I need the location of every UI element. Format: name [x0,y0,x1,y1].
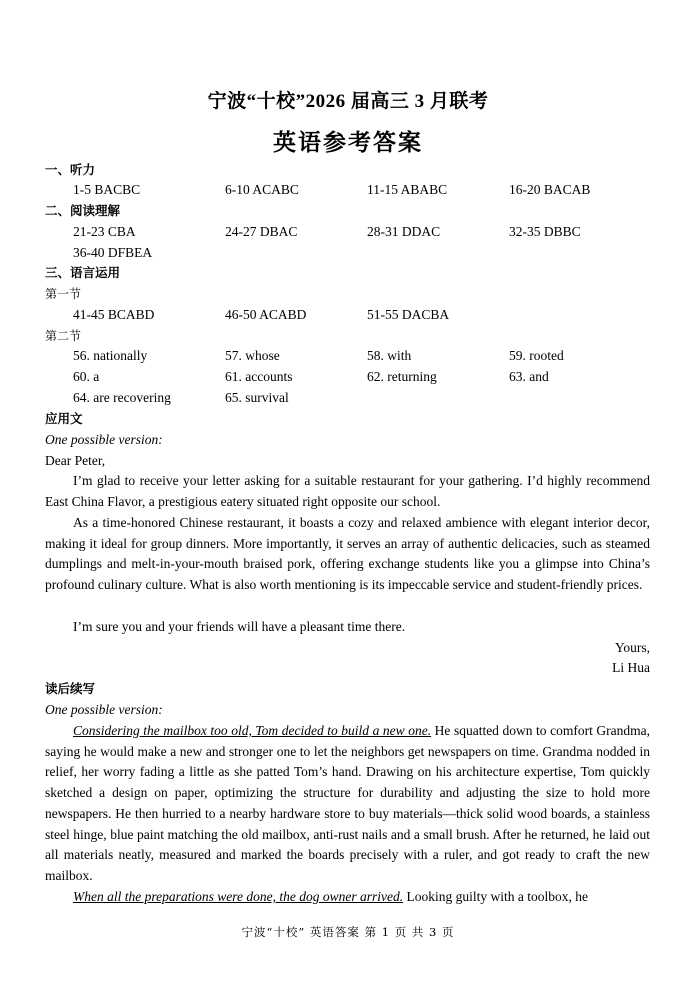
answer-cell: 36-40 DFBEA [73,245,153,260]
answer-cell: 63. and [509,369,549,384]
answer-cell: 11-15 ABABC [367,182,448,197]
letter-salutation: Dear Peter, [45,453,106,468]
letter-signature: Li Hua [612,660,650,675]
version-label: One possible version: [45,432,163,447]
answer-cell: 28-31 DDAC [367,224,441,239]
answer-cell: 6-10 ACABC [225,182,299,197]
answer-cell: 32-35 DBBC [509,224,581,239]
letter-closing: Yours, [614,640,650,655]
section-heading-language: 三、语言运用 [45,265,121,280]
answer-cell: 21-23 CBA [73,224,136,239]
letter-paragraph: As a time-honored Chinese restaurant, it boasts a cozy and relaxed ambience with elegant interior decor, making it ideal for group dinners. More importantly, it serves an array of authentic delicacies, such as steamed dumplings and melt-in-your-mouth braised pork, offering exchange students like you a glimpse into China’s profound culinary culture. What is also worth mentioning is its impeccable service and student-friendly prices. [45,515,650,593]
answer-cell: 58. with [367,348,412,363]
section-heading-reading: 二、阅读理解 [45,203,121,218]
page-title: 英语参考答案 [273,130,423,155]
version-label: One possible version: [45,702,163,717]
answer-cell: 60. a [73,369,100,384]
section-heading-writing: 应用文 [45,411,83,426]
answer-cell: 51-55 DACBA [367,307,450,322]
letter-paragraph: I’m glad to receive your letter asking for a suitable restaurant for your gathering. I’d highly recommend East China Flavor, a prestigious eatery situated right opposite our school. [45,473,650,509]
answer-cell: 57. whose [225,348,280,363]
answer-cell: 46-50 ACABD [225,307,307,322]
exam-title: 宁波“十校”2026 届高三 3 月联考 [207,91,489,112]
answer-cell: 41-45 BCABD [73,307,155,322]
answer-cell: 62. returning [367,369,437,384]
letter-paragraph: I’m sure you and your friends will have a pleasant time there. [73,619,406,634]
answer-cell: 65. survival [225,390,289,405]
answer-cell: 59. rooted [509,348,564,363]
subsection-heading-part2: 第二节 [45,329,82,343]
story-paragraph [45,887,650,908]
section-heading-listening: 一、听力 [45,162,96,177]
answer-cell: 16-20 BACAB [509,182,591,197]
paragraph-lead-sentence: Considering the mailbox too old, Tom decided to build a new one. [73,723,432,738]
answer-cell: 1-5 BACBC [73,182,141,197]
paragraph-body: He squatted down to comfort Grandma, saying he would make a new and stronger one to let the neighbors get newspapers on time. Grandma nodded in relief, her worry fading a little as she patted Tom’s hand. Drawing on his architecture expertise, Tom quickly sketched a design on paper, optimizing the structure for durability and adjusting the size to hold more newspapers. He then hurried to a nearby hardware store to buy materials—thick solid wood boards, a stainless steel hinge, blue paint matching the old mailbox, anti-rust nails and a small brush. After he returned, he laid out all materials neatly, measured and marked the boards precisely with a ruler, and got ready to craft the new mailbox. [45,723,650,883]
answer-cell: 24-27 DBAC [225,224,298,239]
section-heading-continuation: 读后续写 [45,681,96,696]
answer-cell: 61. accounts [225,369,293,384]
answer-cell: 64. are recovering [73,390,171,405]
subsection-heading-part1: 第一节 [45,287,82,301]
paragraph-body: Looking guilty with a toolbox, he [403,889,588,904]
paragraph-lead-sentence: When all the preparations were done, the dog owner arrived. [73,889,404,904]
page-footer: 宁波“十校” 英语答案 第 1 页 共 3 页 [241,925,455,939]
story-paragraph [45,721,650,887]
answer-cell: 56. nationally [73,348,148,363]
